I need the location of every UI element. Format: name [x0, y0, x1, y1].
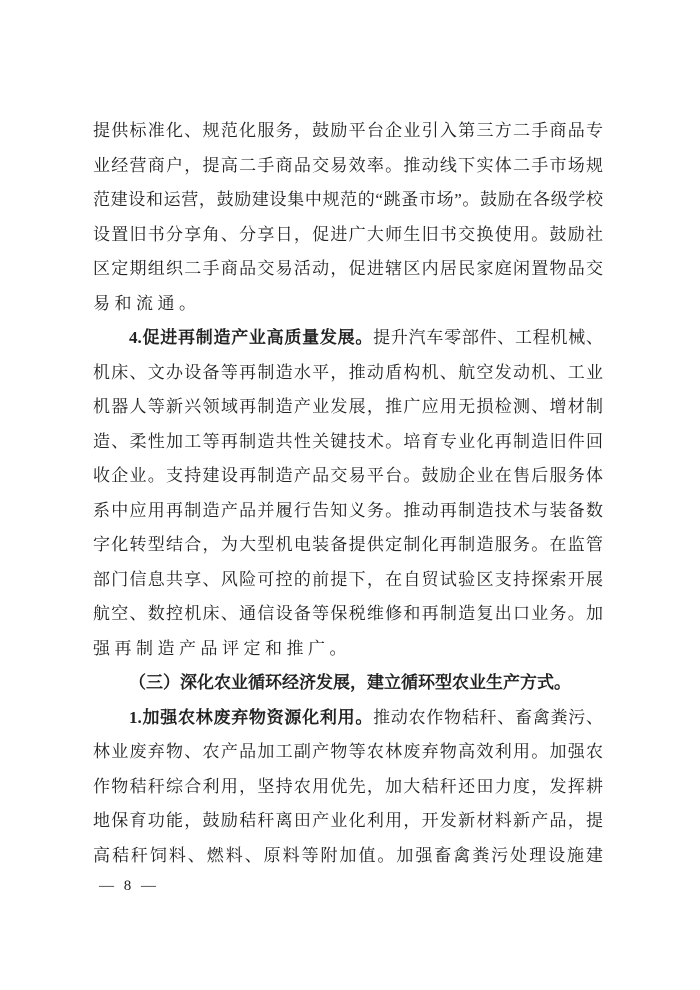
text-run: 航空、数控机床、通信设备等保税维修和再制造复出口业务。加 — [93, 604, 603, 623]
text-run: 收企业。支持建设再制造产品交易平台。鼓励企业在售后服务体 — [93, 466, 603, 485]
text-line — [93, 839, 603, 874]
text-line — [93, 804, 603, 839]
text-run: 机器人等新兴领域再制造产业发展，推广应用无损检测、增材制 — [93, 397, 603, 416]
text-run: 高秸秆饲料、燃料、原料等附加值。加强畜禽粪污处理设施建 — [93, 845, 603, 865]
document-body — [93, 114, 603, 873]
text-line — [93, 770, 603, 805]
text-line — [93, 390, 603, 425]
text-run: 造、柔性加工等再制造共性关键技术。培育专业化再制造旧件回 — [93, 431, 603, 451]
text-line — [93, 356, 603, 391]
text-line — [93, 183, 603, 218]
text-run: 提供标准化、规范化服务，鼓励平台企业引入第三方二手商品专 — [93, 121, 603, 140]
text-run: 强再制造产品评定和推广。 — [93, 638, 351, 658]
text-line — [93, 597, 603, 632]
page-number: — 8 — — [99, 878, 159, 894]
text-run: 范建设和运营，鼓励建设集中规范的“跳蚤市场”。鼓励在各级学校 — [93, 190, 603, 209]
text-run: 设置旧书分享角、分享日，促进广大师生旧书交换使用。鼓励社 — [93, 224, 603, 244]
text-line — [93, 459, 603, 494]
text-line — [93, 425, 603, 460]
text-run: 机床、文办设备等再制造水平，推动盾构机、航空发动机、工业 — [93, 362, 603, 382]
text-run: 易和流通。 — [93, 293, 201, 313]
text-run: 作物秸秆综合利用，坚持农用优先，加大秸秆还田力度，发挥耕 — [93, 776, 603, 796]
text-run: 提升汽车零部件、工程机械、 — [373, 328, 604, 347]
text-run: 地保育功能，鼓励秸秆离田产业化利用，开发新材料新产品，提 — [93, 811, 603, 830]
bold-run: （三）深化农业循环经济发展，建立循环型农业生产方式。 — [129, 673, 571, 692]
text-line-paragraph-1-start — [93, 701, 603, 736]
text-line — [93, 218, 603, 253]
text-line — [93, 563, 603, 598]
text-line — [93, 528, 603, 563]
text-line — [93, 149, 603, 184]
text-line — [93, 114, 603, 149]
text-line — [93, 287, 603, 322]
text-run: 业经营商户，提高二手商品交易效率。推动线下实体二手市场规 — [93, 155, 603, 175]
section-heading-3 — [93, 666, 603, 701]
bold-run: 1.加强农林废弃物资源化利用。 — [129, 707, 374, 727]
text-line — [93, 252, 603, 287]
text-run: 部门信息共享、风险可控的前提下，在自贸试验区支持探索开展 — [93, 569, 603, 589]
text-run: 推动农作物秸秆、畜禽粪污、 — [373, 707, 604, 727]
text-line — [93, 735, 603, 770]
text-run: 区定期组织二手商品交易活动，促进辖区内居民家庭闲置物品交 — [93, 259, 603, 278]
text-line — [93, 494, 603, 529]
text-line-paragraph-4-start — [93, 321, 603, 356]
bold-run: 4.促进再制造产业高质量发展。 — [129, 328, 374, 347]
text-run: 字化转型结合，为大型机电装备提供定制化再制造服务。在监管 — [93, 535, 603, 554]
text-run: 系中应用再制造产品并履行告知义务。推动再制造技术与装备数 — [93, 500, 603, 520]
text-line — [93, 632, 603, 667]
text-run: 林业废弃物、农产品加工副产物等农林废弃物高效利用。加强农 — [93, 742, 603, 761]
